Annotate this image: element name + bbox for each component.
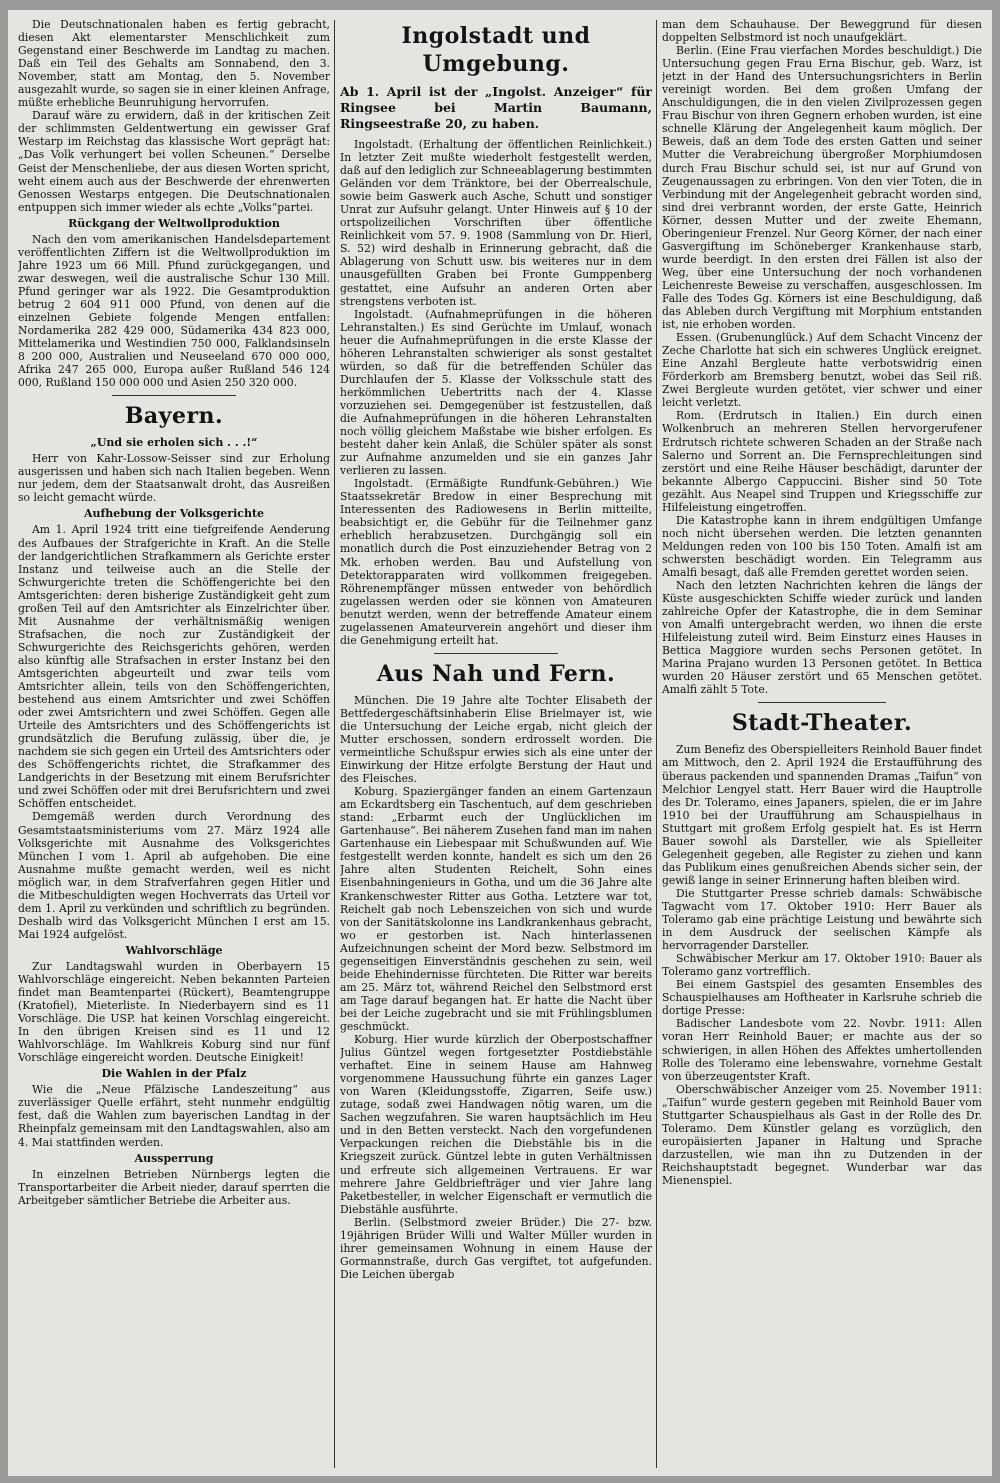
article-paragraph: Die Katastrophe kann in ihrem endgültigen Umfange noch nicht übersehen werden. Die letzten genannten Meldungen reden von 100 bis 150 Toten. Amalfi ist am schwersten beschädigt worden. Ein Telegramm aus Amalfi besagt, daß alle Fremden gerettet worden seien. [662, 513, 982, 579]
article-paragraph: Wie die „Neue Pfälzische Landeszeitung“ aus zuverlässiger Quelle erfährt, steht nunmehr endgültig fest, daß die Wahlen zum bayerischen Landtag in der Rheinpfalz gemeinsam mit den Landtagswahlen, also am 4. Mai stattfinden werden. [18, 1083, 330, 1149]
section-heading: „Und sie erholen sich . . .!“ [90, 436, 258, 450]
article-paragraph: Die Deutschnationalen haben es fertig gebracht, diesen Akt elementarster Menschlichkeit zum Gegenstand einer Beschwerde im Landtag zu machen. Daß ein Teil des Gehalts am Sonnabend, den 3. November, statt am Montag, den 5. November ausgezahlt wurde, so sagen sie in einer kleinen Anfrage, müßte erhebliche Beunruhigung hervorrufen. [18, 18, 330, 110]
article-paragraph: Nach den vom amerikanischen Handelsdepartement veröffentlichten Ziffern ist die Weltwollproduktion im Jahre 1923 um 66 Mill. Pfund zurückgegangen, und zwar deswegen, weil die australische Schur 130 Mill. Pfund geringer war als 1922. Die Gesamtproduktion betrug 2 604 911 000 Pfund, von denen auf die einzelnen Gebiete folgende Mengen entfallen: Nordamerika 282 429 000, Südamerika 434 823 000, Mittelamerika und Westindien 750 000, Falklandsinseln 8 200 000, Australien und Neuseeland 670 000 000, Afrika 247 265 000, Europa außer Rußland 546 124 000, Rußland 150 000 000 und Asien 250 320 000. [18, 232, 330, 390]
article-paragraph: Koburg. Spaziergänger fanden an einem Gartenzaun am Eckardtsberg ein Taschentuch, auf dem geschrieben stand: „Erbarmt euch der Unglücklichen im Gartenhause“. Bei näherem Zusehen fand man im nahen Gartenhause ein Liebespaar mit Schußwunden auf. Wie festgestellt werden konnte, handelt es sich um den 26 Jahre alten Studenten Reichelt, Sohn eines Eisenbahningenieurs in Gotha, und um die 36 Jahre alte Krankenschwester Ritter aus Gotha. Letztere war tot, Reichelt gab noch Lebenszeichen von sich und wurde von der Sanitätskolonne ins Landkrankenhaus gebracht, wo er gestorben ist. Nach hinterlassenen Aufzeichnungen scheint der Mord bezw. Selbstmord im gegenseitigen Einverständnis geschehen zu sein, weil beide Ehehindernisse fürchteten. Die Ritter war bereits am 25. März tot, während Reichel den Selbstmord erst am Tage darauf begangen hat. Er hatte die Nacht über bei der Leiche zugebracht und sie mit Frühlingsblumen geschmückt. [340, 785, 652, 1033]
article-paragraph: Ingolstadt. (Erhaltung der öffentlichen Reinlichkeit.) In letzter Zeit mußte wiederholt festgestellt werden, daß auf den lediglich zur Schneeablagerung bestimmten Geländen vor dem Tränktore, bei der Oberrealschule, sowie beim Gaswerk auch Asche, Schutt und sonstiger Unrat zur Aufsuhr gelangt. Unter Hinweis auf § 10 der ortspolizeilichen Vorschriften über öffentliche Reinlichkeit vom 57. 9. 1908 (Sammlung von Dr. Hierl, S. 52) wird deshalb in Erinnerung gebracht, daß die Ablagerung von Schutt usw. bis weiteres nur in dem unausgefüllten Graben bei Fronte Gumppenberg gestattet, eine Aufsuhr an anderen Orten aber strengstens verboten ist. [340, 138, 652, 308]
article-paragraph: Rom. (Erdrutsch in Italien.) Ein durch einen Wolkenbruch an mehreren Stellen hervorgerufener Erdrutsch richtete schweren Schaden an der Straße nach Salerno und Sorrent an. Die Fernsprechleitungen sind zerstört und eine Reihe Häuser beschädigt, darunter der bekannte Albergo Cappuccini. Bisher sind 50 Tote gezählt. Aus Neapel sind Truppen und Kriegsschiffe zur Hilfeleistung eingetroffen. [662, 409, 982, 514]
divider [758, 702, 886, 703]
section-heading: Wahlvorschläge [125, 943, 223, 957]
section-title: Aus Nah und Fern. [376, 660, 616, 687]
column-middle [340, 18, 652, 1470]
section-title: Ingolstadt und Umgebung. [401, 23, 591, 77]
section-heading: Aussperrung [134, 1151, 214, 1165]
article-paragraph: man dem Schauhause. Der Beweggrund für diesen doppelten Selbstmord ist noch unaufgeklärt. [662, 18, 982, 45]
article-paragraph: München. Die 19 Jahre alte Tochter Elisabeth der Bettfedergeschäftsinhaberin Elise Brielmayer ist, wie die Untersuchung der Leiche ergab, nicht gleich der Mutter erschossen, sondern erdrosselt worden. Die vermeintliche Schußspur erwies sich als eine unter der Einwirkung der Hitze erfolgte Berstung der Haut und des Fleisches. [340, 693, 652, 786]
article-paragraph: Zur Landtagswahl wurden in Oberbayern 15 Wahlvorschläge eingereicht. Neben bekannten Parteien findet man Beamtenpartei (Rückert), Beamtengruppe (Kratofiel), Mieterliste. In Niederbayern sind es 11 Vorschläge. Die USP. hat keinen Vorschlag eingereicht. In den übrigen Kreisen sind es 11 und 12 Wahlvorschläge. Im Wahlkreis Koburg sind nur fünf Vorschläge eingereicht worden. Deutsche Einigkeit! [18, 959, 330, 1065]
article-paragraph: Herr von Kahr-Lossow-Seisser sind zur Erholung ausgerissen und haben sich nach Italien begeben. Wenn nur jedem, dem der Staatsanwalt droht, das Ausreißen so leicht gemacht würde. [18, 452, 330, 505]
article-paragraph: Badischer Landesbote vom 22. Novbr. 1911: Allen voran Herr Reinhold Bauer; er machte aus der so schwierigen, in allen Höhen des Affektes umhertollenden Rolle des Toleramo eine lebenswahre, vornehme Gestalt von überzeugentster Kraft. [662, 1017, 982, 1083]
article-paragraph: Darauf wäre zu erwidern, daß in der kritischen Zeit der schlimmsten Geldentwertung ein gewisser Graf Westarp im Reichstag das klassische Wort geprägt hat: „Das Volk verhungert bei vollen Scheunen.“ Derselbe Geist der Menschenliebe, der aus diesen Worten spricht, weht einem auch aus der Beschwerde der ehrenwerten Genossen Westarps entgegen. Die Deutschnationalen entpuppen sich immer wieder als echte „Volks“partei. [18, 109, 330, 214]
article-paragraph: Zum Benefiz des Oberspielleiters Reinhold Bauer findet am Mittwoch, den 2. April 1924 die Erstaufführung des überaus packenden und spannenden Dramas „Taifun“ von Melchior Lengyel statt. Herr Bauer wird die Hauptrolle des Dr. Toleramo, eines Japaners, spielen, die er im Jahre 1910 bei der Uraufführung am Schauspielhaus in Stuttgart mit großem Erfolg gespielt hat. Es ist Herrn Bauer sowohl als Darsteller, wie als Spielleiter Gelegenheit gegeben, alle Register zu ziehen und kann das Publikum eines genußreichen Abends sicher sein, der gewiß lange in seiner Erinnerung haften bleiben wird. [662, 743, 982, 887]
article-paragraph: Essen. (Grubenunglück.) Auf dem Schacht Vincenz der Zeche Charlotte hat sich ein schweres Unglück ereignet. Eine Anzahl Bergleute hatte verbotswidrig einen Förderkorb am Bremsberg benutzt, wobei das Seil riß. Zwei Bergleute wurden getötet, vier schwer und einer leicht verletzt. [662, 331, 982, 410]
section-heading: Rückgang der Weltwollproduktion [68, 216, 280, 230]
article-paragraph: In einzelnen Betrieben Nürnbergs legten die Transportarbeiter die Arbeit nieder, darauf sperrten die Arbeitgeber sämtlicher Betriebe die Arbeiter aus. [18, 1167, 330, 1207]
article-paragraph: Demgemäß werden durch Verordnung des Gesamtstaatsministeriums vom 27. März 1924 alle Volksgerichte mit Ausnahme des Volksgerichtes München I vom 1. April ab aufgehoben. Die eine Ausnahme mußte gemacht werden, weil es nicht möglich war, in dem Strafverfahren gegen Hitler und die Mitbeschuldigten wegen Hochverrats das Urteil vor dem 1. April zu verkünden und schriftlich zu begründen. Deshalb wird das Volksgericht München I erst am 15. Mai 1924 aufgelöst. [18, 810, 330, 941]
section-heading: Die Wahlen in der Pfalz [101, 1067, 247, 1081]
divider [434, 653, 559, 654]
notice: Ab 1. April ist der „Ingolst. Anzeiger“ für Ringsee bei Martin Baumann, Ringseestraße 20, zu haben. [340, 84, 652, 131]
article-paragraph: Berlin. (Selbstmord zweier Brüder.) Die 27- bzw. 19jährigen Brüder Willi und Walter Müller wurden in ihrer gemeinsamen Wohnung in einem Hause der Gormannstraße, durch Gas vergiftet, tot aufgefunden. Die Leichen übergab [340, 1215, 652, 1281]
article-paragraph: Bei einem Gastspiel des gesamten Ensembles des Schauspielhauses am Hoftheater in Karlsruhe schrieb die dortige Presse: [662, 978, 982, 1018]
article-paragraph: Die Stuttgarter Presse schrieb damals: Schwäbische Tagwacht vom 17. Oktober 1910: Herr Bauer als Toleramo gab eine prächtige Leistung und bewährte sich in dem Ausdruck der seelischen Kämpfe als hervorragender Darsteller. [662, 886, 982, 953]
newspaper-page [8, 10, 992, 1476]
section-title: Stadt-Theater. [731, 710, 913, 737]
column-left [18, 18, 330, 1470]
article-paragraph: Oberschwäbischer Anzeiger vom 25. November 1911: „Taifun“ wurde gestern gegeben mit Reinhold Bauer vom Stuttgarter Schauspielhaus als Gast in der Rolle des Dr. Toleramo. Dem Künstler gelang es vorzüglich, den europäisierten Japaner in Haltung und Sprache darzustellen, wie man ihn zu Dutzenden in der Reichshauptstadt begegnet. Wunderbar war das Mienenspiel. [662, 1082, 982, 1187]
article-paragraph: Berlin. (Eine Frau vierfachen Mordes beschuldigt.) Die Untersuchung gegen Frau Erna Bischur, geb. Warz, ist jetzt in der Hand des Untersuchungsrichters in Berlin vereinigt worden. Bei dem großen Umfang der Anschuldigungen, die in den vielen Zivilprozessen gegen Frau Bischur von ihren Gegnern erhoben wurden, ist eine schnelle Klärung der Angelegenheit kaum möglich. Der Beweis, daß an dem Tode des ersten Gatten und seiner Mutter die Verabreichung übergroßer Morphiumdosen durch Frau Bischur schuld sei, ist nur auf Grund von Zeugenaussagen zu erbringen. Von den vier Toten, die in Verbindung mit der Angelegenheit gebracht worden sind, sind drei verbrannt worden, der erste Gatte, Heinrich Körner, dessen Mutter und der zweite Ehemann, Oberingenieur Frenzel. Nur Georg Körner, der nach einer Gasvergiftung im Schöneberger Krankenhause starb, wurde beerdigt. In den ersten drei Fällen ist also der Weg, über eine Untersuchung der noch vorhandenen Leichenreste Beweise zu verschaffen, ausgeschlossen. Im Falle des Todes Gg. Körners ist eine Beschuldigung, daß das Ableben durch Vergiftung mit Morphium entstanden ist, nie erhoben worden. [662, 44, 982, 332]
article-paragraph: Ingolstadt. (Aufnahmeprüfungen in die höheren Lehranstalten.) Es sind Gerüchte im Umlauf, wonach heuer die Aufnahmeprüfungen in die erste Klasse der höheren Lehranstalten schwieriger als sonst gestaltet würden, so daß für die betreffenden Schüler das Durchlaufen der 5. Klasse der Volksschule statt des herkömmlichen Uebertritts nach der 4. Klasse vorzuziehen sei. Demgegenüber ist festzustellen, daß die Aufnahmeprüfungen in die höheren Lehranstalten noch völlig gleichem Maßstabe wie bisher erfolgen. Es besteht daher kein Anlaß, die Schüler später als sonst zur Aufnahme anzumelden und sie ein ganzes Jahr verlieren zu lassen. [340, 307, 652, 478]
divider [112, 395, 237, 396]
article-paragraph: Koburg. Hier wurde kürzlich der Oberpostschaffner Julius Güntzel wegen fortgesetzter Postdiebstähle verhaftet. Eine in seinem Hause am Hahnweg vorgenommene Haussuchung führte ein ganzes Lager von Waren (Kleidungsstoffe, Zigarren, Seife usw.) zutage, sodaß zwei Handwagen nötig waren, um die Sachen wegzufahren. Sie waren hauptsächlich im Heu und in den Betten versteckt. Nach den vorgefundenen Verpackungen reichen die Diebstähle bis in die Kriegszeit zurück. Güntzel lebte in guten Verhältnissen und erfreute sich allgemeinen Vertrauens. Er war mehrere Jahre Geldbriefträger und vier Jahre lang Paketbesteller, in welcher Eigenschaft er vermutlich die Diebstähle ausführte. [340, 1033, 652, 1216]
article-paragraph: Ingolstadt. (Ermäßigte Rundfunk-Gebühren.) Wie Staatssekretär Bredow in einer Besprechung mit Interessenten des Radiowesens in Berlin mitteilte, beabsichtigt er, die Gebühr für die Teilnehmer ganz erheblich herabzusetzen. Durchgängig soll ein monatlich durch die Post einzuziehender Betrag von 2 Mk. erhoben werden. Bau und Aufstellung von Detektorapparaten wird vollkommen freigegeben. Röhrenempfänger müssen entweder von behördlich zugelassen werden oder sie können von Amateuren benutzt werden, wenn der betreffende Amateur einem zugelassenen Amateurverein angehört und dieser ihm die Genehmigung erteilt hat. [340, 477, 652, 647]
column-right [662, 18, 982, 1470]
article-paragraph: Am 1. April 1924 tritt eine tiefgreifende Aenderung des Aufbaues der Strafgerichte in Kraft. An die Stelle der landgerichtlichen Strafkammern als Gerichte erster Instanz und teilweise auch an die Stelle der Schwurgerichte treten die Schöffengerichte bei den Amtsgerichten: deren bisherige Zuständigkeit geht zum großen Teil auf den Amtsrichter als Einzelrichter über. Mit Ausnahme der verhältnismäßig wenigen Strafsachen, die noch zur Zuständigkeit der Schwurgerichte des Reichsgerichts gehören, werden also künftig alle Strafsachen in erster Instanz bei den Amtsgerichten abgeurteilt und zwar teils vom Amtsrichter allein, teils von den Schöffengerichten, bestehend aus einem Amtsrichter und zwei Schöffen oder zwei Amtsrichtern und zwei Schöffen. Gegen alle Urteile des Amtsrichters und des Schöffengerichts ist grundsätzlich die Berufung zulässig, über die, je nachdem sie sich gegen ein Urteil des Amtsrichters oder des Schöffengerichts richtet, die Strafkammer des Landgerichts in der Besetzung mit einem Berufsrichter und zwei Schöffen oder mit drei Berufsrichtern und zwei Schöffen entscheidet. [18, 523, 330, 811]
section-title: Bayern. [124, 403, 224, 430]
article-paragraph: Schwäbischer Merkur am 17. Oktober 1910: Bauer als Toleramo ganz vortrefflich. [662, 952, 982, 979]
article-paragraph: Nach den letzten Nachrichten kehren die längs der Küste ausgeschickten Schiffe wieder zurück und landen zahlreiche Opfer der Katastrophe, die in dem Seminar von Amalfi untergebracht werden, wo ihnen die erste Hilfeleistung zuteil wird. Beim Einsturz eines Hauses in Bettica Maggiore wurden sechs Personen getötet. In Marina Prajano wurden 13 Personen getötet. In Bettica wurden 20 Häuser zerstört und 65 Menschen getötet. Amalfi zählt 5 Tote. [662, 579, 982, 697]
column-rule [656, 20, 657, 1468]
section-heading: Aufhebung der Volksgerichte [83, 507, 265, 521]
column-rule [334, 20, 335, 1468]
